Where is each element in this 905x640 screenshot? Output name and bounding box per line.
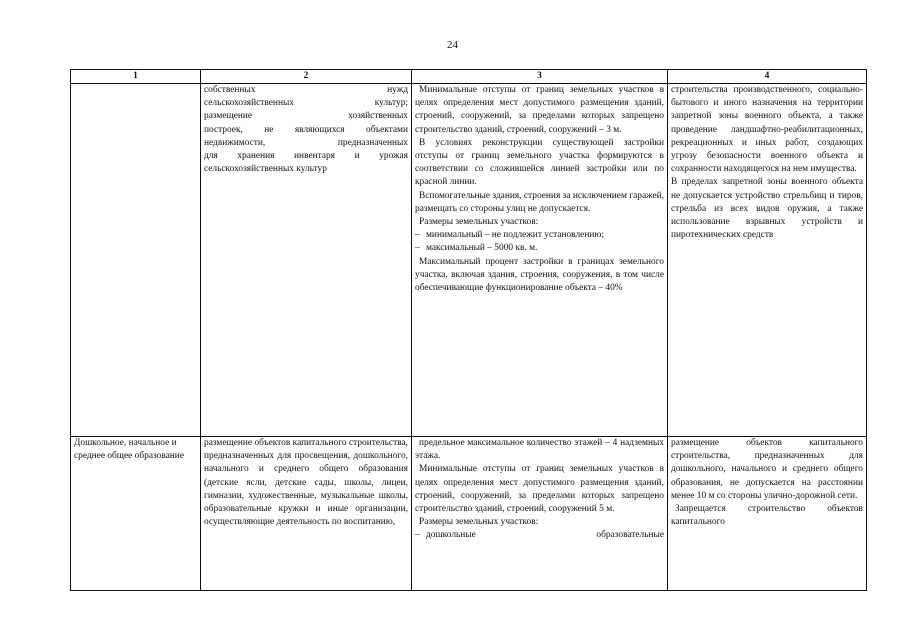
paragraph: Размеры земельных участков: xyxy=(419,517,539,528)
table-cell-description xyxy=(201,437,412,591)
column-header-4: 4 xyxy=(668,70,867,84)
paragraph: В пределах запретной зоны военного объекта не допускается устройство стрельбищ и тиров, стрельба из всех видов оружия, а также использование взрывных устройств и пиротехнических средств xyxy=(671,177,863,241)
list-item-text: максимальный – 5000 кв. м. xyxy=(426,243,538,254)
table-row xyxy=(71,84,867,437)
text-line: построек, не являющихся объектами xyxy=(204,124,408,135)
list-item-text: минимальный – не подлежит установлению; xyxy=(426,230,604,241)
paragraph: предельное максимальное количество этажей – 4 надземных этажа. xyxy=(415,438,664,462)
paragraph: Максимальный процент застройки в границах земельного участка, включая здания, строения, сооружения, в том числе обеспечивающие функционирование объекта – 40% xyxy=(415,256,664,294)
dash-bullet: – xyxy=(415,243,420,254)
column-header-2: 2 xyxy=(201,70,412,84)
list-item xyxy=(415,229,664,242)
paragraph: размещение объектов капитального строительства, предназначенных для просвещения, дошкольного, начального и среднего общего образования (детские ясли, детские сады, школы, лицеи, гимназии, художественные, музыкальные школы, образовательные кружки и иные организации, осуществляющие деятельность по воспитанию, xyxy=(204,438,408,528)
paragraph: строительства производственного, социально-бытового и иного назначения на территории запретной зоны военного объекта, а также проведение ландшафтно-реабилитационных, рекреационных и иных работ, создающих угрозу безопасности военного объекта и сохранности находящегося на нем имущества. xyxy=(671,85,863,175)
page-number: 24 xyxy=(447,39,458,51)
paragraph: Размеры земельных участков: xyxy=(419,217,539,228)
column-header-3: 3 xyxy=(412,70,668,84)
paragraph: размещение объектов капитального строительства, предназначенных для дошкольного, начального и среднего общего образования, не допускается на расстоянии менее 10 м со стороны улично-дорожной сети. xyxy=(671,438,863,501)
table-cell-description xyxy=(201,84,412,437)
table-cell-land-use-name xyxy=(71,84,201,437)
paragraph: Вспомогательные здания, строения за исключением гаражей, размещать со стороны улиц не допускается. xyxy=(415,190,664,214)
paragraph: Минимальные отступы от границ земельных участков в целях определения мест допустимого размещения зданий, строений, сооружений, за пределами которых запрещено строительство зданий, строений, сооружений – 3 м. xyxy=(415,85,664,135)
column-header-1: 1 xyxy=(71,70,201,84)
paragraph: В условиях реконструкции существующей застройки отступы от границ земельного участка формируются в соответствии со сложившейся линией застройки или по красной линии. xyxy=(415,137,664,188)
list-item xyxy=(415,242,664,255)
table-cell-restrictions xyxy=(668,437,867,591)
table-cell-parameters xyxy=(412,84,668,437)
dash-bullet: – xyxy=(415,530,420,541)
paragraph: Запрещается строительство объектов капитального xyxy=(671,504,863,528)
dash-bullet: – xyxy=(415,230,420,241)
text-line: для хранения инвентаря и урожая xyxy=(204,151,408,162)
text-line: недвижимости, предназначенных xyxy=(204,137,408,148)
table-header-row xyxy=(71,70,867,84)
text-line: размещение хозяйственных xyxy=(204,111,408,122)
text-line: сельскохозяйственных культур; xyxy=(204,98,408,109)
table-row xyxy=(71,437,867,591)
text-line: сельскохозяйственных культур xyxy=(204,164,327,175)
table-cell-restrictions xyxy=(668,84,867,437)
table-cell-land-use-name xyxy=(71,437,201,591)
table-cell-parameters xyxy=(412,437,668,591)
text-line: собственных нужд xyxy=(204,85,408,95)
paragraph: Дошкольное, начальное и среднее общее образование xyxy=(74,438,184,462)
list-item-text: дошкольные образовательные xyxy=(426,530,664,541)
paragraph: Минимальные отступы от границ земельных участков в целях определения мест допустимого размещения зданий, строений, сооружений, за пределами которых запрещено строительство зданий, строений, сооружений 5 м. xyxy=(415,464,664,515)
regulations-table xyxy=(70,69,867,591)
list-item xyxy=(415,529,664,542)
